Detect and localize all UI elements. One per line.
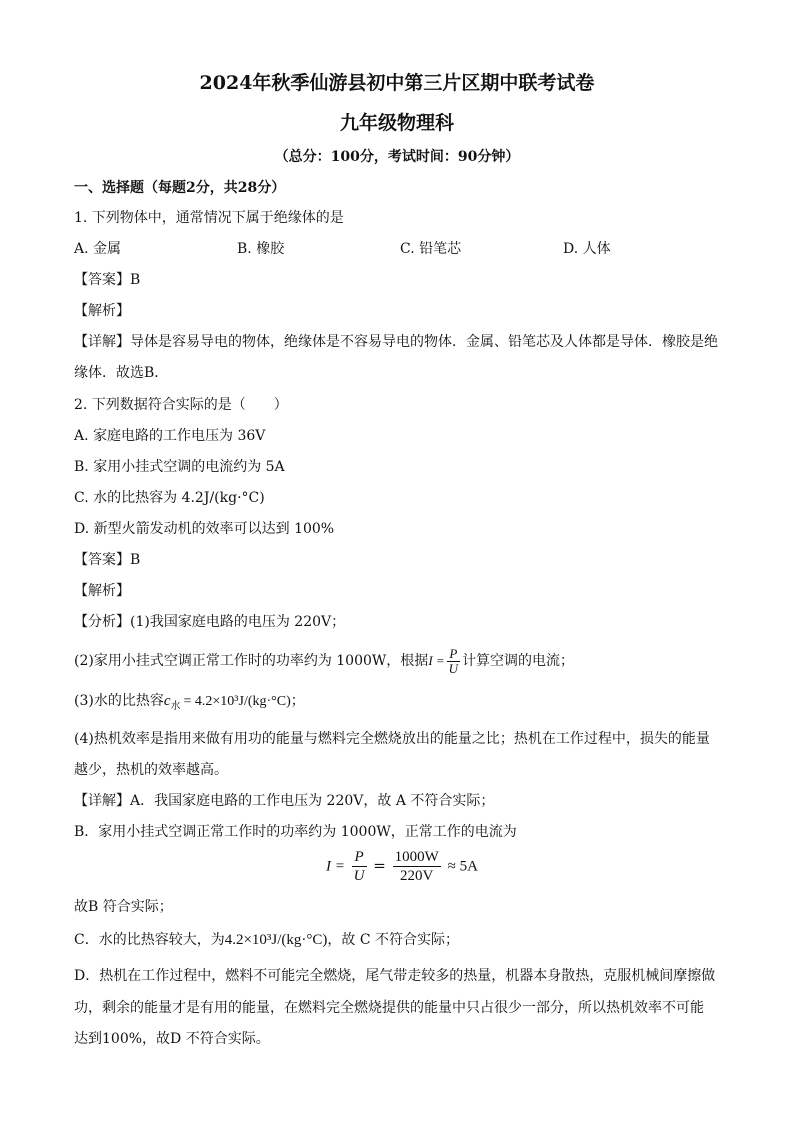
q2-detail-c-text: C．水的比热容较大，为 [74,932,225,948]
q2-detail-c-tail: ，故 C 不符合实际； [327,932,460,948]
q2-fenxi-2-text: (2)家用小挂式空调正常工作时的功率约为 1000W，根据 [74,653,429,669]
exam-title: 2024年秋季仙游县初中第三片区期中联考试卷 [199,72,595,94]
q1-detail-line1: 【详解】导体是容易导电的物体，绝缘体是不容易导电的物体．金属、铅笔芯及人体都是导体．橡胶是绝 [74,334,718,350]
frac-numerator: P [447,647,460,662]
q2-option-c: C. 水的比热容为 4.2J/(kg·°C) [74,490,265,506]
eq-equals: = [373,856,386,875]
q2-detail-a: 【详解】A．我国家庭电路的工作电压为 220V，故 A 不符合实际； [74,793,495,809]
q1-option-a: A. 金属 [74,241,122,257]
q2-detail-b-line2: 故B 符合实际； [74,899,173,915]
q2-fenxi-4-line1: (4)热机效率是指用来做有用功的能量与燃料完全燃烧放出的能量之比；热机在工作过程中，损失的能量 [74,731,710,747]
q2-fenxi-2-tail: 计算空调的电流； [462,653,575,669]
frac-denominator: U [448,660,459,676]
q1-option-b: B. 橡胶 [237,241,285,257]
current-equation [326,848,478,885]
q1-option-d: D. 人体 [563,241,611,257]
q2-option-d: D. 新型火箭发动机的效率可以达到 100% [74,521,335,537]
q2-fenxi-4-line2: 越少，热机的效率越高。 [74,762,228,778]
eq-den-voltage: 220V [400,868,434,884]
q2-detail-b-line1: B．家用小挂式空调正常工作时的功率约为 1000W，正常工作的电流为 [74,824,517,840]
q1-option-c: C. 铅笔芯 [400,241,462,257]
q2-stem: 2. 下列数据符合实际的是（ ） [74,397,288,413]
exam-subject: 九年级物理科 [339,112,454,134]
eq-num-p: P [352,848,367,867]
eq-den-u: U [353,868,365,884]
q1-detail-line2: 缘体．故选B． [74,365,169,381]
q2-fenxi-3-tail: ； [290,693,305,709]
q2-answer: 【答案】B [74,552,141,568]
eq-num-power: 1000W [394,849,439,865]
q2-fenxi-1: 【分析】(1)我国家庭电路的电压为 220V； [74,614,346,630]
q2-detail-c [74,930,459,950]
exam-info: （总分：100分，考试时间：90分钟） [274,149,520,165]
eq-frac-numeric [393,848,441,885]
q2-fenxi-2 [74,643,574,679]
formula-current-symbol: I = [428,653,445,668]
q2-option-a: A. 家庭电路的工作电压为 36V [74,428,266,444]
q1-answer: 【答案】B [74,272,141,288]
c-water-symbol: $c_水$ [163,693,181,712]
q2-analysis-label: 【解析】 [74,583,130,599]
q2-detail-d-line2: 功，剩余的能量才是有用的能量，在燃料完全燃烧提供的能量中只占很少一部分，所以热机效率不可能 [74,1000,704,1016]
q2-detail-c-formula: 4.2×10³J/(kg·°C) [224,932,328,948]
c-water-value: = 4.2×10³J/(kg·°C) [183,694,291,709]
formula-p-over-u [447,647,460,676]
q2-fenxi-3 [74,691,305,717]
eq-frac-symbolic [352,848,367,885]
section-heading: 一、选择题（每题2分，共28分） [74,180,286,196]
eq-lhs: I = [326,858,345,875]
q1-stem: 1. 下列物体中，通常情况下属于绝缘体的是 [74,210,344,226]
q1-analysis-label: 【解析】 [74,303,130,319]
q2-fenxi-3-text: (3)水的比热容 [74,693,164,709]
q2-detail-d-line1: D．热机在工作过程中，燃料不可能完全燃烧，尾气带走较多的热量，机器本身散热，克服机械间摩擦做 [74,968,716,984]
q2-option-b: B. 家用小挂式空调的电流约为 5A [74,459,285,475]
eq-result: ≈ 5A [447,858,478,875]
q2-detail-d-line3: 达到100%，故D 不符合实际。 [74,1031,270,1047]
